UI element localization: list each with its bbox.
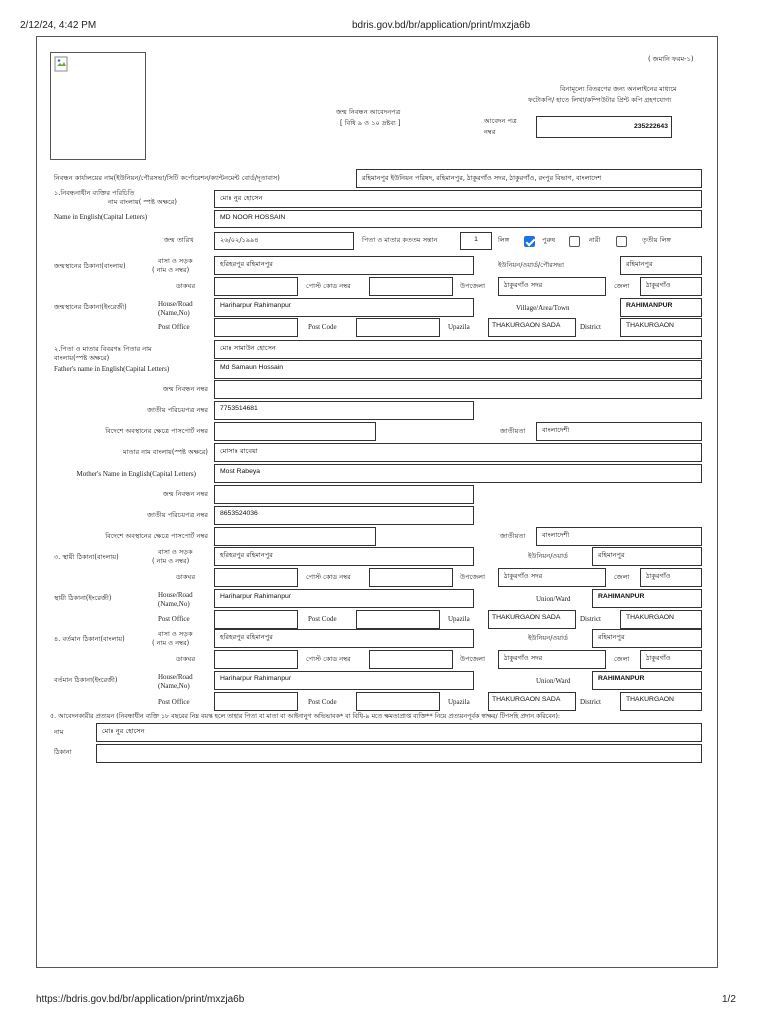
mother-passport-value — [214, 527, 376, 546]
sex-male-checkbox[interactable] — [524, 236, 535, 247]
birthplace-bn-post-label: ডাকঘর — [176, 282, 196, 290]
app-no-label: আবেদন পত্র — [484, 117, 517, 125]
applicant-name-label: নাম — [54, 728, 64, 736]
section2-title: ২.পিতা ও মাতার বিবরণঃ পিতার নাম — [54, 345, 152, 353]
permanent-en-house-value: Hariharpur Rahimanpur — [214, 589, 474, 608]
applicant-note: ৫. আবেদনকারীর প্রত্যয়ন (নিবন্ধাধীন ব্যক্তি ১৮ বছরের নিম্ন বয়স্ক হলে তাহার পিতা বা মাতা বা আইনানুগ অভিভাবক* বা বিধি-৯ মতে ক্ষমতাপ্রাপ্ত ব্যক্তি** নিয়ে প্রত্যয়নপূর্বক স্বাক্ষর/ টিপসহি প্রদান করিবেন): — [50, 713, 561, 720]
birthplace-bn-postcode-value — [369, 277, 453, 296]
permanent-bn-postcode-value — [369, 568, 453, 587]
permanent-bn-house-label: বাসা ও সড়ক — [158, 548, 193, 556]
birthplace-bn-union-label: ইউনিয়ন/ওয়ার্ড/পৌরসভা — [498, 261, 564, 269]
present-en-union-label: Union/Ward — [536, 677, 571, 685]
permanent-en-union-label: Union/Ward — [536, 595, 571, 603]
permanent-bn-district-value: ঠাকুরগাঁও — [640, 568, 702, 587]
mother-name-en-label: Mother's Name in English(Capital Letters) — [76, 470, 196, 478]
present-en-house-label: House/Road — [158, 673, 193, 681]
applicant-address-label: ঠিকানা — [54, 748, 72, 756]
father-brn-label: জন্ম নিবন্ধন নম্বর — [162, 385, 208, 393]
present-en-union-value: RAHIMANPUR — [592, 671, 702, 690]
birthplace-en-village-value: RAHIMANPUR — [620, 298, 702, 317]
applicant-name-value: মোঃ নুর হোসেন — [96, 723, 702, 742]
birthplace-en-label: জন্মস্থানের ঠিকানা(ইংরেজী) — [54, 303, 127, 311]
birthplace-en-post-label: Post Office — [158, 323, 190, 331]
present-bn-post-value — [214, 650, 298, 669]
permanent-en-district-value: THAKURGAON — [620, 610, 702, 629]
birthplace-en-house-value: Hariharpur Rahimanpur — [214, 298, 474, 317]
child-order-value: 1 — [460, 232, 492, 250]
father-name-en-label: Father's name in English(Capital Letters) — [54, 365, 170, 373]
dob-value: ২৬/০২/১৯৯৪ — [214, 232, 354, 250]
print-datetime: 2/12/24, 4:42 PM — [20, 20, 97, 31]
birthplace-en-district-label: District — [580, 323, 601, 331]
permanent-bn-union-label: ইউনিয়ন/ওয়ার্ড — [528, 552, 568, 560]
permanent-en-upazila-value: THAKURGAON SADA — [488, 610, 576, 629]
permanent-bn-house-value: হরিহরপুর রহিমানপুর — [214, 547, 474, 566]
father-nid-label: জাতীয় পরিচয়পত্র নম্বর — [147, 406, 208, 414]
birthplace-bn-post-value — [214, 277, 298, 296]
permanent-en-house-label-2: (Name,No) — [158, 600, 190, 608]
office-label: নিবন্ধন কার্যালয়ের নাম(ইউনিয়ন/পৌরসভা/সিটি কর্পোরেশন/ক্যান্টনমেন্ট বোর্ড/দূতাবাস) — [54, 174, 280, 182]
present-bn-union-value: রহিমানপুর — [592, 629, 702, 648]
present-en-house-label-2: (Name,No) — [158, 682, 190, 690]
mother-name-bn-value: মোসাঃ রাবেয়া — [214, 443, 702, 462]
permanent-en-district-label: District — [580, 615, 601, 623]
mother-brn-value — [214, 485, 474, 504]
mother-passport-label: বিদেশে অবস্থানের ক্ষেত্রে পাসপোর্ট নম্বর — [105, 532, 208, 540]
present-bn-house-value: হরিহরপুর রহিমানপুর — [214, 629, 474, 648]
permanent-en-post-label: Post Office — [158, 615, 190, 623]
name-bn-value: মোঃ নুর হোসেন — [214, 190, 702, 208]
father-name-bn-label: বাংলায়(স্পষ্ট অক্ষরে) — [54, 354, 110, 362]
permanent-en-union-value: RAHIMANPUR — [592, 589, 702, 608]
broken-image-icon — [54, 56, 70, 72]
permanent-en-post-value — [214, 610, 298, 629]
present-en-district-value: THAKURGAON — [620, 692, 702, 711]
mother-nationality-label: জাতীয়তা — [500, 532, 526, 540]
applicant-address-value — [96, 744, 702, 763]
form-rule-ref: [ বিধি ৯ ও ১০ দ্রষ্টব্য ] — [340, 119, 401, 127]
birthplace-bn-district-value: ঠাকুরগাঁও — [640, 277, 702, 296]
form-note-line2: ফটোকপি/ হাতে লিখা/কম্পিউটার প্রিন্ট কপি গ্রহণযোগ্য — [528, 96, 672, 104]
present-en-house-value: Hariharpur Rahimanpur — [214, 671, 474, 690]
present-bn-postcode-label: পোস্ট কোড নম্বর — [306, 655, 351, 663]
permanent-bn-upazila-value: ঠাকুরগাঁও সদর — [498, 568, 606, 587]
birthplace-bn-label: জন্মস্থানের ঠিকানা(বাংলায়) — [54, 262, 126, 270]
father-name-bn-value: মোঃ সামাউন হোসেন — [214, 340, 702, 359]
name-en-value: MD NOOR HOSSAIN — [214, 210, 702, 228]
permanent-bn-postcode-label: পোস্ট কোড নম্বর — [306, 573, 351, 581]
present-bn-label: ৪. বর্তমান ঠিকানা(বাংলায়) — [54, 635, 125, 643]
present-en-upazila-value: THAKURGAON SADA — [488, 692, 576, 711]
child-order-label: পিতা ও মাতার কততম সন্তান — [362, 236, 438, 244]
photo-box — [50, 52, 146, 160]
present-en-upazila-label: Upazila — [448, 698, 470, 706]
present-en-post-label: Post Office — [158, 698, 190, 706]
form-note-line1: বিনামূল্যে বিতরণের জন্য অনলাইনের মাধ্যমে — [560, 85, 677, 93]
app-no-label-2: নম্বর — [484, 128, 496, 136]
mother-nationality-value: বাংলাদেশী — [536, 527, 702, 546]
office-value: রহিমানপুর ইউনিয়ন পরিষদ, রহিমানপুর, ঠাকুরগাঁও সদর, ঠাকুরগাঁও, রংপুর বিভাগ, বাংলাদেশ — [356, 169, 702, 188]
present-en-district-label: District — [580, 698, 601, 706]
permanent-bn-upazila-label: উপজেলা — [460, 573, 485, 581]
present-bn-union-label: ইউনিয়ন/ওয়ার্ড — [528, 634, 568, 642]
name-en-label: Name in English(Capital Letters) — [54, 213, 148, 221]
app-no-value: 235222643 — [536, 116, 672, 138]
birthplace-en-house-label-2: (Name,No) — [158, 309, 190, 317]
birthplace-en-post-value — [214, 318, 298, 337]
permanent-en-postcode-label: Post Code — [308, 615, 337, 623]
form-code: ( জমানি ফরম-১) — [648, 55, 694, 63]
mother-name-bn-label: মাতার নাম বাংলায়(স্পষ্ট অক্ষরে) — [123, 448, 208, 456]
birthplace-en-postcode-label: Post Code — [308, 323, 337, 331]
present-bn-post-label: ডাকঘর — [176, 655, 196, 663]
permanent-en-postcode-value — [356, 610, 440, 629]
present-bn-house-label-2: ( নাম ও নম্বর) — [152, 639, 190, 647]
birthplace-bn-house-label-2: ( নাম ও নম্বর) — [152, 266, 190, 274]
permanent-en-upazila-label: Upazila — [448, 615, 470, 623]
present-bn-postcode-value — [369, 650, 453, 669]
sex-female-label: নারী — [589, 236, 601, 244]
birthplace-bn-upazila-label: উপজেলা — [460, 282, 485, 290]
birthplace-bn-union-value: রহিমানপুর — [620, 256, 702, 275]
section1-title: ১.নিবন্ধনাধীন ব্যক্তির পরিচিতি — [54, 189, 135, 197]
present-en-postcode-label: Post Code — [308, 698, 337, 706]
dob-label: জন্ম তারিখ — [164, 236, 194, 244]
name-bn-label: নাম বাংলায়( স্পষ্ট অক্ষরে) — [108, 198, 177, 206]
sex-third-checkbox[interactable] — [616, 236, 627, 247]
present-en-postcode-value — [356, 692, 440, 711]
mother-brn-label: জন্ম নিবন্ধন নম্বর — [162, 490, 208, 498]
sex-female-checkbox[interactable] — [569, 236, 580, 247]
father-nid-value: 7753514681 — [214, 401, 474, 420]
birthplace-bn-district-label: জেলা — [614, 282, 630, 290]
birthplace-en-district-value: THAKURGAON — [620, 318, 702, 337]
permanent-bn-post-value — [214, 568, 298, 587]
birthplace-en-postcode-value — [356, 318, 440, 337]
permanent-bn-post-label: ডাকঘর — [176, 573, 196, 581]
father-brn-value — [214, 380, 702, 399]
mother-name-en-value: Most Rabeya — [214, 464, 702, 483]
permanent-bn-district-label: জেলা — [614, 573, 630, 581]
present-en-post-value — [214, 692, 298, 711]
mother-nid-label: জাতীয় পরিচয়পত্র নম্বর — [147, 511, 208, 519]
birthplace-bn-house-value: হরিহরপুর রহিমানপুর — [214, 256, 474, 275]
father-passport-value — [214, 422, 376, 441]
present-bn-district-value: ঠাকুরগাঁও — [640, 650, 702, 669]
birthplace-en-upazila-value: THAKURGAON SADA — [488, 318, 576, 337]
permanent-bn-union-value: রহিমানপুর — [592, 547, 702, 566]
present-bn-district-label: জেলা — [614, 655, 630, 663]
permanent-en-label: স্থায়ী ঠিকানা(ইংরেজী) — [54, 594, 112, 602]
father-passport-label: বিদেশে অবস্থানের ক্ষেত্রে পাসপোর্ট নম্বর — [105, 427, 208, 435]
sex-label: লিঙ্গ — [498, 236, 510, 244]
present-en-label: বর্তমান ঠিকানা(ইংরেজী) — [54, 676, 118, 684]
father-nationality-label: জাতীয়তা — [500, 427, 526, 435]
print-page-number: 1/2 — [722, 994, 736, 1005]
present-bn-house-label: বাসা ও সড়ক — [158, 630, 193, 638]
father-nationality-value: বাংলাদেশী — [536, 422, 702, 441]
birthplace-bn-postcode-label: পোস্ট কোড নম্বর — [306, 282, 351, 290]
father-name-en-value: Md Samaun Hossain — [214, 360, 702, 379]
permanent-bn-house-label-2: ( নাম ও নম্বর) — [152, 557, 190, 565]
birthplace-bn-house-label: বাসা ও সড়ক — [158, 257, 193, 265]
birthplace-en-upazila-label: Upazila — [448, 323, 470, 331]
form-title: জন্ম নিবন্ধন আবেদনপত্র — [336, 108, 401, 116]
present-bn-upazila-label: উপজেলা — [460, 655, 485, 663]
permanent-bn-label: ৩. স্থায়ী ঠিকানা(বাংলায়) — [54, 553, 119, 561]
sex-third-label: তৃতীয় লিঙ্গ — [642, 236, 671, 244]
present-bn-upazila-value: ঠাকুরগাঁও সদর — [498, 650, 606, 669]
print-footer-url: https://bdris.gov.bd/br/application/print/mxzja6b — [36, 994, 245, 1005]
sex-male-label: পুরুষ — [542, 236, 556, 244]
permanent-en-house-label: House/Road — [158, 591, 193, 599]
mother-nid-value: 8653524036 — [214, 506, 474, 525]
birthplace-bn-upazila-value: ঠাকুরগাঁও সদর — [498, 277, 606, 296]
birthplace-en-house-label: House/Road — [158, 300, 193, 308]
print-page-title: bdris.gov.bd/br/application/print/mxzja6b — [352, 20, 531, 31]
birthplace-en-village-label: Village/Area/Town — [516, 304, 570, 312]
